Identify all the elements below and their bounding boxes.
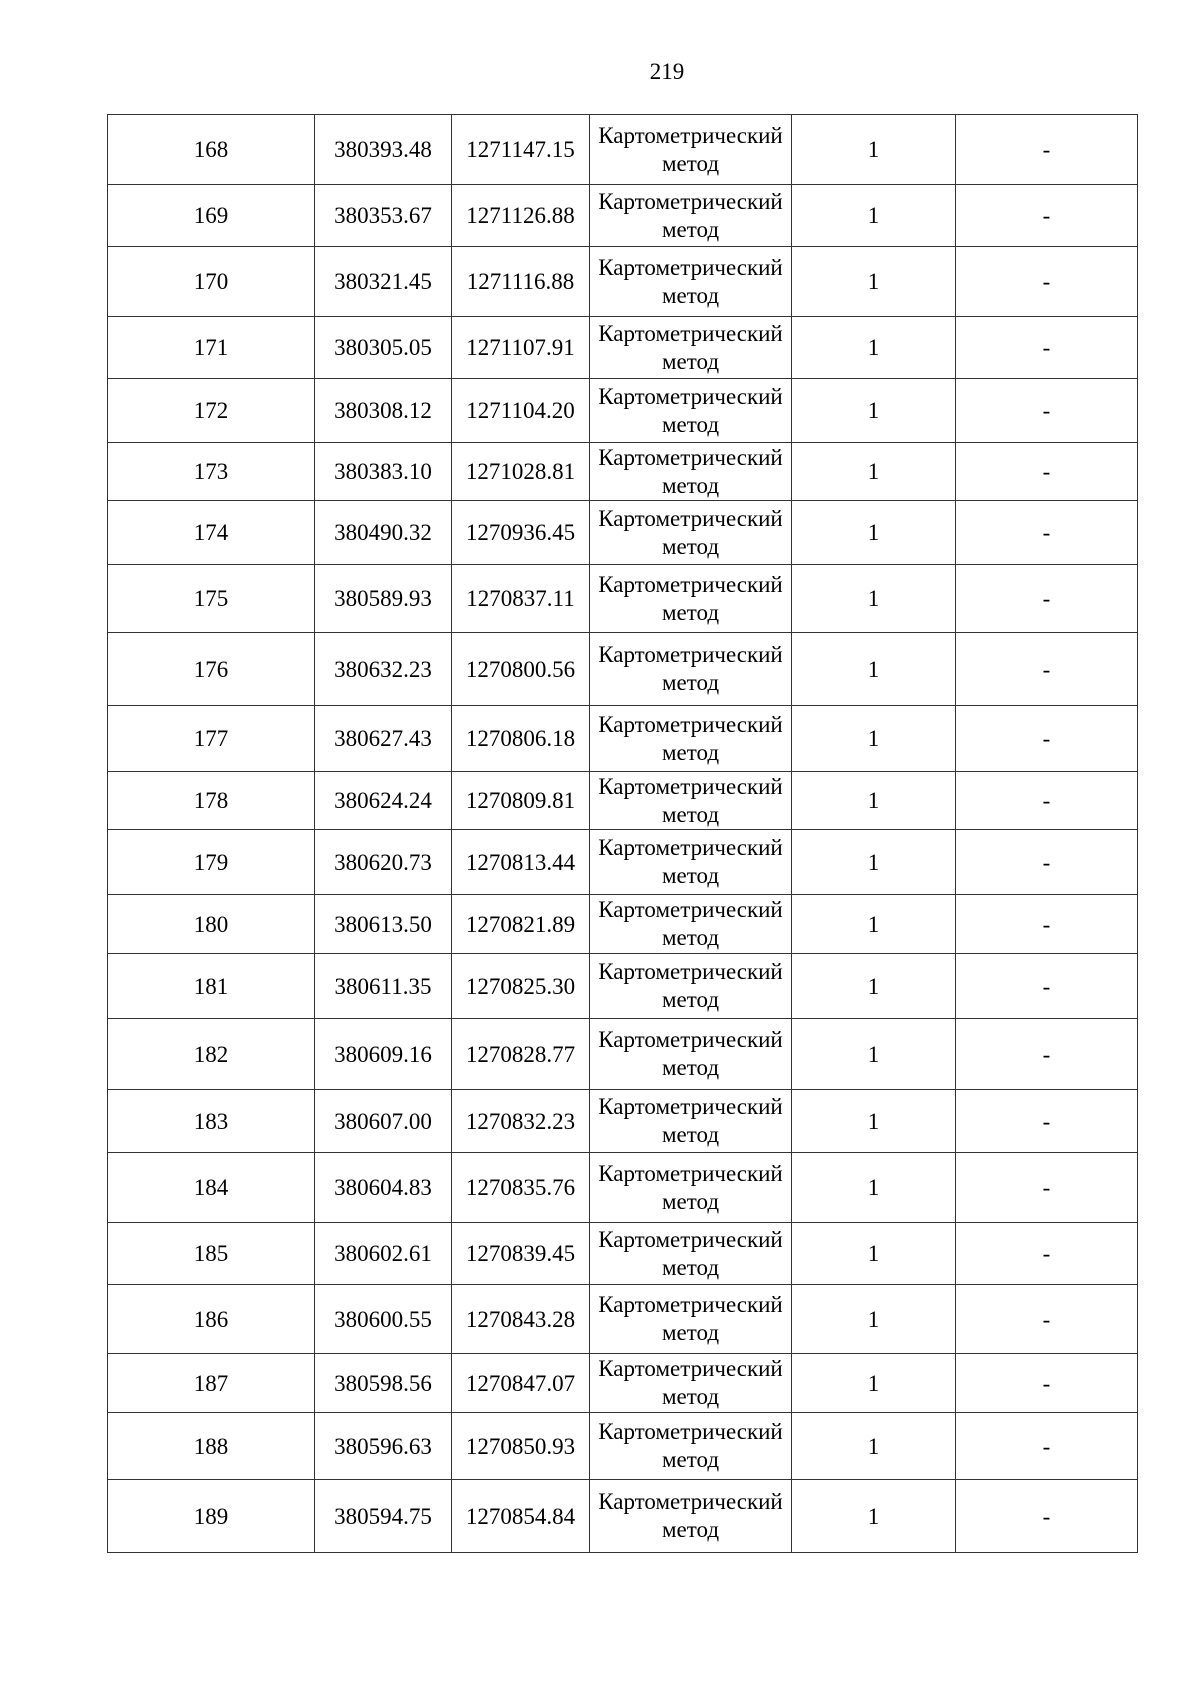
y-coordinate-cell: 1270854.84 — [452, 1480, 590, 1553]
method-cell: Картометрический метод — [590, 565, 792, 633]
x-coordinate-cell: 380383.10 — [315, 443, 452, 501]
note-cell: - — [956, 772, 1138, 830]
point-number-cell: 169 — [108, 185, 315, 247]
note-cell: - — [956, 1223, 1138, 1285]
method-cell: Картометрический метод — [590, 1285, 792, 1354]
table-row — [108, 115, 1138, 185]
method-cell: Картометрический метод — [590, 895, 792, 954]
method-cell: Картометрический метод — [590, 1019, 792, 1090]
table-row — [108, 633, 1138, 706]
point-number-cell: 187 — [108, 1354, 315, 1413]
note-cell: - — [956, 895, 1138, 954]
accuracy-cell: 1 — [792, 1090, 956, 1153]
x-coordinate-cell: 380620.73 — [315, 830, 452, 895]
table-row — [108, 317, 1138, 379]
method-cell: Картометрический метод — [590, 633, 792, 706]
coordinates-table — [107, 114, 1138, 1553]
y-coordinate-cell: 1270813.44 — [452, 830, 590, 895]
table-row — [108, 1285, 1138, 1354]
y-coordinate-cell: 1271104.20 — [452, 379, 590, 443]
y-coordinate-cell: 1270809.81 — [452, 772, 590, 830]
point-number-cell: 174 — [108, 501, 315, 565]
y-coordinate-cell: 1270800.56 — [452, 633, 590, 706]
x-coordinate-cell: 380607.00 — [315, 1090, 452, 1153]
note-cell: - — [956, 1019, 1138, 1090]
accuracy-cell: 1 — [792, 954, 956, 1019]
method-cell: Картометрический метод — [590, 954, 792, 1019]
note-cell: - — [956, 706, 1138, 772]
x-coordinate-cell: 380305.05 — [315, 317, 452, 379]
x-coordinate-cell: 380598.56 — [315, 1354, 452, 1413]
accuracy-cell: 1 — [792, 706, 956, 772]
y-coordinate-cell: 1270806.18 — [452, 706, 590, 772]
y-coordinate-cell: 1270821.89 — [452, 895, 590, 954]
note-cell: - — [956, 1285, 1138, 1354]
note-cell: - — [956, 954, 1138, 1019]
table-row — [108, 1019, 1138, 1090]
point-number-cell: 179 — [108, 830, 315, 895]
y-coordinate-cell: 1271147.15 — [452, 115, 590, 185]
accuracy-cell: 1 — [792, 379, 956, 443]
y-coordinate-cell: 1270839.45 — [452, 1223, 590, 1285]
note-cell: - — [956, 1090, 1138, 1153]
x-coordinate-cell: 380611.35 — [315, 954, 452, 1019]
y-coordinate-cell: 1270850.93 — [452, 1413, 590, 1480]
accuracy-cell: 1 — [792, 1354, 956, 1413]
method-cell: Картометрический метод — [590, 1090, 792, 1153]
point-number-cell: 178 — [108, 772, 315, 830]
y-coordinate-cell: 1270936.45 — [452, 501, 590, 565]
point-number-cell: 173 — [108, 443, 315, 501]
point-number-cell: 168 — [108, 115, 315, 185]
x-coordinate-cell: 380353.67 — [315, 185, 452, 247]
accuracy-cell: 1 — [792, 565, 956, 633]
point-number-cell: 185 — [108, 1223, 315, 1285]
x-coordinate-cell: 380600.55 — [315, 1285, 452, 1354]
note-cell: - — [956, 830, 1138, 895]
table-row — [108, 1354, 1138, 1413]
accuracy-cell: 1 — [792, 772, 956, 830]
table-row — [108, 379, 1138, 443]
method-cell: Картометрический метод — [590, 1480, 792, 1553]
note-cell: - — [956, 185, 1138, 247]
method-cell: Картометрический метод — [590, 443, 792, 501]
y-coordinate-cell: 1271107.91 — [452, 317, 590, 379]
point-number-cell: 188 — [108, 1413, 315, 1480]
method-cell: Картометрический метод — [590, 501, 792, 565]
coordinates-table-body — [108, 115, 1138, 1553]
point-number-cell: 177 — [108, 706, 315, 772]
y-coordinate-cell: 1270847.07 — [452, 1354, 590, 1413]
accuracy-cell: 1 — [792, 1413, 956, 1480]
accuracy-cell: 1 — [792, 1019, 956, 1090]
point-number-cell: 186 — [108, 1285, 315, 1354]
accuracy-cell: 1 — [792, 185, 956, 247]
method-cell: Картометрический метод — [590, 379, 792, 443]
y-coordinate-cell: 1270832.23 — [452, 1090, 590, 1153]
table-row — [108, 954, 1138, 1019]
x-coordinate-cell: 380602.61 — [315, 1223, 452, 1285]
accuracy-cell: 1 — [792, 1285, 956, 1354]
x-coordinate-cell: 380393.48 — [315, 115, 452, 185]
point-number-cell: 175 — [108, 565, 315, 633]
note-cell: - — [956, 1480, 1138, 1553]
table-row — [108, 247, 1138, 317]
table-row — [108, 1413, 1138, 1480]
table-row — [108, 1090, 1138, 1153]
y-coordinate-cell: 1271116.88 — [452, 247, 590, 317]
note-cell: - — [956, 443, 1138, 501]
y-coordinate-cell: 1270837.11 — [452, 565, 590, 633]
point-number-cell: 170 — [108, 247, 315, 317]
method-cell: Картометрический метод — [590, 1413, 792, 1480]
point-number-cell: 172 — [108, 379, 315, 443]
table-row — [108, 185, 1138, 247]
table-row — [108, 772, 1138, 830]
method-cell: Картометрический метод — [590, 830, 792, 895]
accuracy-cell: 1 — [792, 830, 956, 895]
note-cell: - — [956, 501, 1138, 565]
y-coordinate-cell: 1270828.77 — [452, 1019, 590, 1090]
accuracy-cell: 1 — [792, 501, 956, 565]
point-number-cell: 180 — [108, 895, 315, 954]
point-number-cell: 181 — [108, 954, 315, 1019]
point-number-cell: 189 — [108, 1480, 315, 1553]
y-coordinate-cell: 1270825.30 — [452, 954, 590, 1019]
y-coordinate-cell: 1270843.28 — [452, 1285, 590, 1354]
accuracy-cell: 1 — [792, 115, 956, 185]
table-row — [108, 501, 1138, 565]
method-cell: Картометрический метод — [590, 1223, 792, 1285]
table-row — [108, 706, 1138, 772]
point-number-cell: 183 — [108, 1090, 315, 1153]
table-row — [108, 565, 1138, 633]
x-coordinate-cell: 380596.63 — [315, 1413, 452, 1480]
y-coordinate-cell: 1270835.76 — [452, 1153, 590, 1223]
note-cell: - — [956, 317, 1138, 379]
method-cell: Картометрический метод — [590, 115, 792, 185]
x-coordinate-cell: 380604.83 — [315, 1153, 452, 1223]
method-cell: Картометрический метод — [590, 317, 792, 379]
x-coordinate-cell: 380594.75 — [315, 1480, 452, 1553]
note-cell: - — [956, 379, 1138, 443]
x-coordinate-cell: 380321.45 — [315, 247, 452, 317]
accuracy-cell: 1 — [792, 247, 956, 317]
table-row — [108, 1153, 1138, 1223]
note-cell: - — [956, 1413, 1138, 1480]
point-number-cell: 182 — [108, 1019, 315, 1090]
table-row — [108, 1480, 1138, 1553]
accuracy-cell: 1 — [792, 1153, 956, 1223]
y-coordinate-cell: 1271126.88 — [452, 185, 590, 247]
accuracy-cell: 1 — [792, 1480, 956, 1553]
method-cell: Картометрический метод — [590, 185, 792, 247]
point-number-cell: 184 — [108, 1153, 315, 1223]
note-cell: - — [956, 115, 1138, 185]
x-coordinate-cell: 380632.23 — [315, 633, 452, 706]
table-row — [108, 1223, 1138, 1285]
note-cell: - — [956, 633, 1138, 706]
table-row — [108, 895, 1138, 954]
accuracy-cell: 1 — [792, 895, 956, 954]
method-cell: Картометрический метод — [590, 1354, 792, 1413]
method-cell: Картометрический метод — [590, 247, 792, 317]
method-cell: Картометрический метод — [590, 1153, 792, 1223]
method-cell: Картометрический метод — [590, 772, 792, 830]
note-cell: - — [956, 1354, 1138, 1413]
note-cell: - — [956, 247, 1138, 317]
x-coordinate-cell: 380308.12 — [315, 379, 452, 443]
x-coordinate-cell: 380609.16 — [315, 1019, 452, 1090]
accuracy-cell: 1 — [792, 1223, 956, 1285]
x-coordinate-cell: 380624.24 — [315, 772, 452, 830]
accuracy-cell: 1 — [792, 443, 956, 501]
x-coordinate-cell: 380490.32 — [315, 501, 452, 565]
table-row — [108, 443, 1138, 501]
point-number-cell: 171 — [108, 317, 315, 379]
x-coordinate-cell: 380613.50 — [315, 895, 452, 954]
accuracy-cell: 1 — [792, 633, 956, 706]
page-number: 219 — [649, 59, 685, 84]
y-coordinate-cell: 1271028.81 — [452, 443, 590, 501]
x-coordinate-cell: 380627.43 — [315, 706, 452, 772]
accuracy-cell: 1 — [792, 317, 956, 379]
method-cell: Картометрический метод — [590, 706, 792, 772]
table-row — [108, 830, 1138, 895]
x-coordinate-cell: 380589.93 — [315, 565, 452, 633]
point-number-cell: 176 — [108, 633, 315, 706]
note-cell: - — [956, 1153, 1138, 1223]
note-cell: - — [956, 565, 1138, 633]
